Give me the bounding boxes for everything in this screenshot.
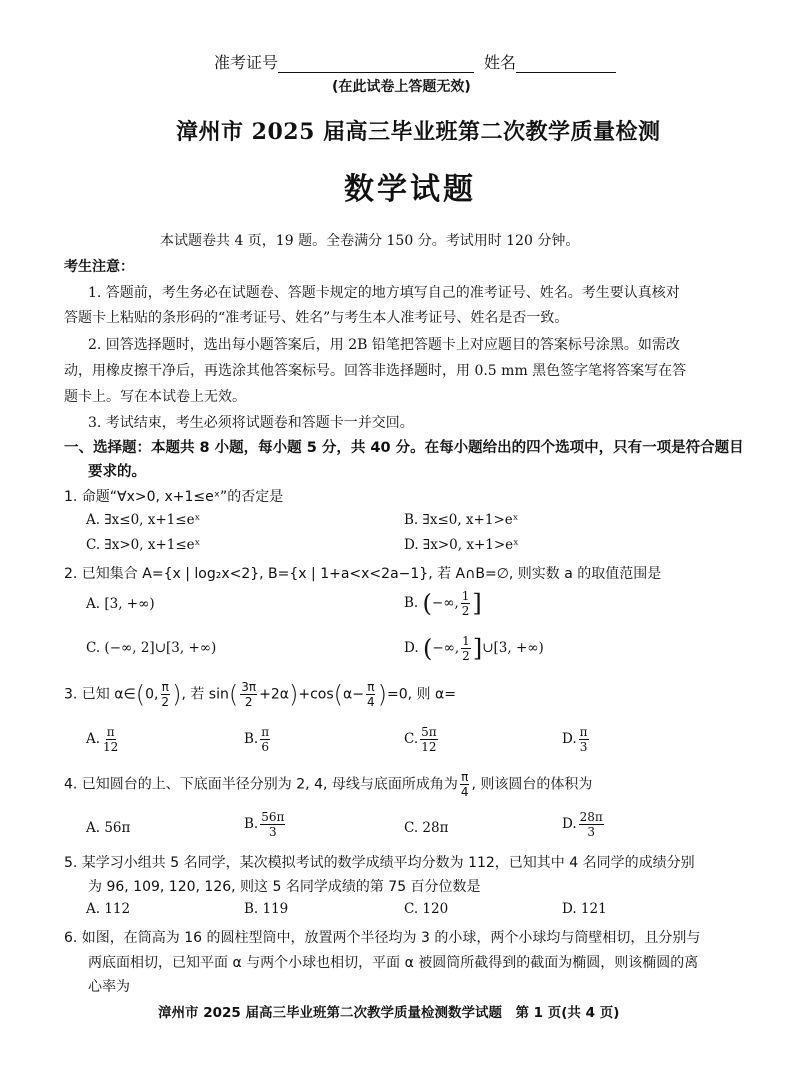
option-d-letter: D.	[404, 640, 419, 656]
open-paren: (	[422, 589, 432, 618]
question-4-option-a: A. 56π	[86, 820, 131, 836]
question-6-line-2: 两底面相切，已知平面 α 与两个小球也相切，平面 α 被圆筒所截得到的截面为椭圆，则该椭圆的离	[88, 955, 699, 971]
half-fraction: $\frac{1}{2}$	[461, 589, 470, 618]
question-1-option-a: A. ∃x≤0, x+1≤eˣ	[86, 512, 201, 528]
question-2-option-c: C. (−∞, 2]∪[3, +∞)	[86, 640, 217, 656]
question-3-option-d: D. $\frac{\pi}{3}$	[562, 725, 588, 754]
question-5-option-d: D. 121	[562, 901, 607, 917]
notice-item-3: 3. 考试结束，考生必须将试题卷和答题卡一并交回。	[88, 415, 414, 431]
name-field	[484, 50, 616, 73]
close-bracket: ]	[472, 634, 483, 663]
question-2-stem: 2. 已知集合 A={x | log₂x<2}, B={x | 1+a<x<2a−1}, 若 A∩B=∅, 则实数 a 的取值范围是	[64, 566, 662, 582]
option-d-union: ∪[3, +∞)	[482, 640, 544, 656]
question-3-stem: 3. 已知 α∈(0, $\frac{\pi}{2}$ ), 若 sin( $\frac{3\pi}{2}$ +2α)+cos(α− $\frac{\pi}{4}$ )=0, 则 α=	[64, 680, 456, 709]
notice-item-1-line-2: 答题卡上粘贴的条形码的“准考证号、姓名”与考生本人准考证号、姓名是否一致。	[64, 310, 569, 326]
option-b-interval: −∞,	[431, 595, 459, 611]
question-1-option-d: D. ∃x>0, x+1>eˣ	[404, 537, 519, 553]
notice-item-1-line-1: 1. 答题前，考生务必在试题卷、答题卡规定的地方填写自己的准考证号、姓名。考生要认真核对	[88, 285, 680, 301]
question-1-option-b: B. ∃x≤0, x+1>eˣ	[404, 512, 519, 528]
question-4-option-b: B. $\frac{56\pi}{3}$	[244, 810, 285, 839]
option-d-interval: −∞,	[432, 640, 460, 656]
name-label: 姓名	[484, 53, 517, 72]
question-3-option-a: A. $\frac{\pi}{12}$	[86, 725, 119, 754]
exam-info: 本试题卷共 4 页，19 题。全卷满分 150 分。考试用时 120 分钟。	[160, 233, 580, 249]
section-1-heading-line-2: 要求的。	[88, 464, 146, 480]
invalid-note: (在此试卷上答题无效)	[332, 79, 471, 95]
exam-number-label: 准考证号	[214, 53, 279, 72]
notice-heading: 考生注意：	[64, 259, 134, 275]
open-paren: (	[422, 634, 433, 663]
option-b-letter: B.	[404, 595, 419, 611]
exam-number-field	[214, 50, 474, 73]
question-2-option-b	[404, 589, 482, 618]
question-3-option-c: C. $\frac{5\pi}{12}$	[404, 725, 437, 754]
question-5-option-b: B. 119	[244, 901, 289, 917]
question-6-line-3: 心率为	[88, 979, 130, 995]
question-5-option-a: A. 112	[86, 901, 131, 917]
close-bracket: ]	[472, 589, 482, 618]
exam-number-blank	[278, 59, 474, 73]
page-footer: 漳州市 2025 届高三毕业班第二次教学质量检测数学试题 第 1 页(共 4 页)	[158, 1005, 620, 1021]
question-6-line-1: 6. 如图，在筒高为 16 的圆柱型筒中，放置两个半径均为 3 的小球，两个小球均与筒壁相切，且分别与	[64, 930, 701, 946]
subject-title: 数学试题	[344, 172, 476, 207]
question-2-option-d	[404, 634, 544, 663]
half-fraction: $\frac{1}{2}$	[462, 634, 470, 663]
question-4-stem: 4. 已知圆台的上、下底面半径分别为 2, 4, 母线与底面所成角为 $\frac{\pi}{4}$ , 则该圆台的体积为	[64, 770, 593, 799]
notice-item-2-line-2: 动，用橡皮擦干净后，再选涂其他答案标号。回答非选择题时，用 0.5 mm 黑色签字笔将答案写在答	[64, 363, 687, 379]
question-3-option-b: B. $\frac{\pi}{6}$	[244, 725, 270, 754]
question-1-option-c: C. ∃x>0, x+1≤eˣ	[86, 537, 201, 553]
exam-title: 漳州市 2025 届高三毕业班第二次教学质量检测	[176, 119, 661, 145]
question-4-option-c: C. 28π	[404, 820, 449, 836]
notice-item-2-line-1: 2. 回答选择题时，选出每小题答案后，用 2B 铅笔把答题卡上对应题目的答案标号涂黑。如需改	[88, 337, 680, 353]
question-5-option-c: C. 120	[404, 901, 449, 917]
question-2-option-a: A. [3, +∞)	[86, 596, 155, 612]
notice-item-2-line-3: 题卡上。写在本试卷上无效。	[64, 389, 246, 405]
question-4-option-d: D. $\frac{28\pi}{3}$	[562, 810, 603, 839]
question-1-stem: 1. 命题“∀x>0, x+1≤eˣ”的否定是	[64, 489, 284, 505]
question-5-line-2: 为 96, 109, 120, 126, 则这 5 名同学成绩的第 75 百分位数是	[88, 879, 481, 895]
name-blank	[516, 59, 616, 73]
question-5-line-1: 5. 某学习小组共 5 名同学，某次模拟考试的数学成绩平均分数为 112，已知其中 4 名同学的成绩分别	[64, 855, 695, 871]
section-1-heading-line-1: 一、选择题：本题共 8 小题，每小题 5 分，共 40 分。在每小题给出的四个选项中，只有一项是符合题目	[64, 440, 744, 456]
